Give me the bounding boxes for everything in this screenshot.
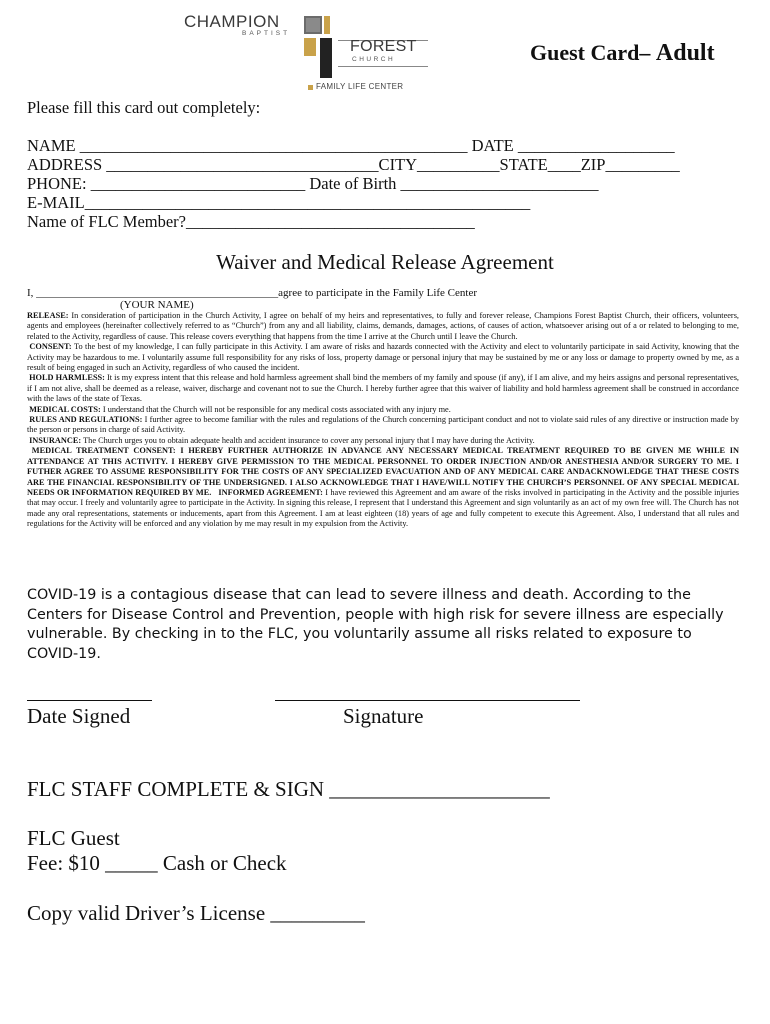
participant-name-field[interactable]: I, ____________________________________________agree to participate in the Family Life Center — [27, 287, 478, 299]
release-text: In consideration of participation in the Church Activity, I agree on behalf of my heirs and representatives, to fully and forever release, Champions Forest Baptist Church, their officers, volunteers, agents and employees (hereinafter collectively referred to as “Church”) from any and all liability, claims, demands, damages, actions, of causes of action, whatsoever arising out of a or related to belonging to me, related to the Activity, regardless of cause. This release covers everything that happens from the time I arrive at the Church until I leave the Church. — [27, 311, 739, 341]
signature-line[interactable] — [275, 700, 580, 701]
instructions-text: Please fill this card out completely: — [27, 98, 261, 117]
flc-guest-label: FLC Guest — [27, 826, 120, 850]
covid-notice: COVID-19 is a contagious disease that can lead to severe illness and death. According to the Centers for Disease Control and Prevention, people with high risk for severe illness are especially vulnerable. By checking in to the FLC, you voluntarily assume all risks related to exposure to COVID-19. — [27, 587, 724, 662]
hold-harmless-text: It is my express intent that this release and hold harmless agreement shall bind the members of my family and spouse (if any), if I am alive, and my heirs assigns and personal representatives, if I am not alive, shall be deemed as a release, waiver, discharge and covenant not to sue the Church. I hereby further agree that this waiver of liability and hold harmless agreement shall be construed in accordance with the laws of the state of Texas. — [27, 373, 739, 404]
signature-label: Signature — [343, 704, 424, 728]
logo-bullet-icon — [308, 85, 313, 90]
your-name-caption: (YOUR NAME) — [120, 299, 194, 311]
logo-forest-text: FOREST — [350, 38, 417, 55]
church-logo — [180, 12, 430, 94]
flc-member-field[interactable]: Name of FLC Member?___________________________________ — [27, 212, 475, 231]
logo-church-text: CHURCH — [352, 56, 396, 63]
consent-text: To the best of my knowledge, I can fully participate in this Activity. I am aware of risks and hazards connected with the Activity and elect to voluntarily participate in said Activity, knowing that the Activity may be hazardous to me. I voluntarily assume full responsibility for any risks of loss, property damage or personal injury that may be sustained by me or any loss or damage to property owned by me, as a result of being engaged in such an Activity, regardless of who caused the incident. — [27, 342, 739, 373]
insurance-label: INSURANCE: — [29, 435, 82, 445]
logo-mark-icon — [298, 14, 358, 82]
staff-complete-sign-field[interactable]: FLC STAFF COMPLETE & SIGN _____________________ — [27, 777, 550, 801]
hold-harmless-label: HOLD HARMLESS: — [29, 373, 105, 383]
address-city-state-zip-field[interactable]: ADDRESS _________________________________CITY__________STATE____ZIP_________ — [27, 155, 680, 174]
rules-text: I further agree to become familiar with the rules and regulations of the Church concerning participant conduct and not to violate said rules of any directive or instruction made by the person or persons in charge of said Activity. — [27, 415, 739, 435]
waiver-heading: Waiver and Medical Release Agreement — [216, 250, 554, 274]
phone-dob-field[interactable]: PHONE: __________________________ Date of Birth ________________________ — [27, 174, 599, 193]
release-label: RELEASE: — [27, 311, 69, 320]
logo-baptist-text: BAPTIST — [242, 30, 291, 37]
date-signed-line[interactable] — [27, 700, 152, 701]
medical-treatment-text: MEDICAL TREATMENT CONSENT: I HEREBY FURTHER AUTHORIZE IN ADVANCE ANY NECESSARY MEDICAL TREATMENT REQUIRED TO BE GIVEN ME WHILE IN ATTENDANCE AT THIS ACTIVITY. I HEREBY GIVE PERMISSION TO THE MEDICAL PERSONNEL TO ORDER INJECTION AND/OR ANESTHESIA AND/OR SURGERY TO ME. I FUTHER AGREE TO ASSUME RESPONSIBILITY FOR THE COSTS OF ANY SPECIALIZED EVACUATION AND OF ANY MEDICAL CARE ANDACKNOWLEDGE THAT THESE COSTS ARE THE FINANCIAL RESPONSIBILITY OF THE UNDERSIGNED. I ALSO ACKNOWLEDGE THAT I HAVE/WILL NOTIFY THE CHURCH’S PERSONNEL OF ANY SPECIAL MEDICAL NEEDS OR INFORMATION REQUIRED BY ME. — [27, 446, 739, 497]
logo-champion-text: CHAMPION — [184, 12, 280, 31]
drivers-license-field[interactable]: Copy valid Driver’s License _________ — [27, 901, 365, 925]
fee-payment-field[interactable]: Fee: $10 _____ Cash or Check — [27, 851, 287, 875]
rules-label: RULES AND REGULATIONS: — [29, 415, 143, 425]
consent-label: CONSENT: — [29, 342, 72, 352]
insurance-text: The Church urges you to obtain adequate health and accident insurance to cover any personal injury that I may have during the Activity. — [81, 435, 535, 445]
page-title — [530, 40, 715, 67]
informed-agreement-label: INFORMED AGREEMENT: — [218, 487, 323, 497]
logo-flc-text: FAMILY LIFE CENTER — [316, 82, 404, 91]
logo-rule — [338, 66, 428, 67]
title-suffix: Adult — [655, 40, 715, 66]
email-field[interactable]: E-MAIL______________________________________________________ — [27, 193, 531, 212]
date-signed-label: Date Signed — [27, 704, 131, 728]
medical-costs-label: MEDICAL COSTS: — [29, 404, 101, 414]
name-date-field[interactable]: NAME _______________________________________________ DATE ___________________ — [27, 136, 675, 155]
title-prefix: Guest Card– — [530, 40, 656, 65]
medical-costs-text: I understand that the Church will not be responsible for any medical costs associated with any injury me. — [100, 404, 451, 414]
informed-agreement-text: I have reviewed this Agreement and am aware of the risks involved in participating in the Activity and the possible injuries that may occur. I freely and voluntarily agree to participate in the Activity. In signing this release, I represent that I understand this Agreement and sign voluntarily as an act of my own free will. The Church has not made any oral representations, statements or inducements, apart from this Agreement. I am at least eighteen (18) years of age and fully competent to execute this Agreement. Also, I understand that all rules and regulations for the Activity will be enforced and any violation by me may result in my expulsion from the Activity. — [27, 487, 740, 529]
waiver-legal-text — [27, 311, 739, 530]
